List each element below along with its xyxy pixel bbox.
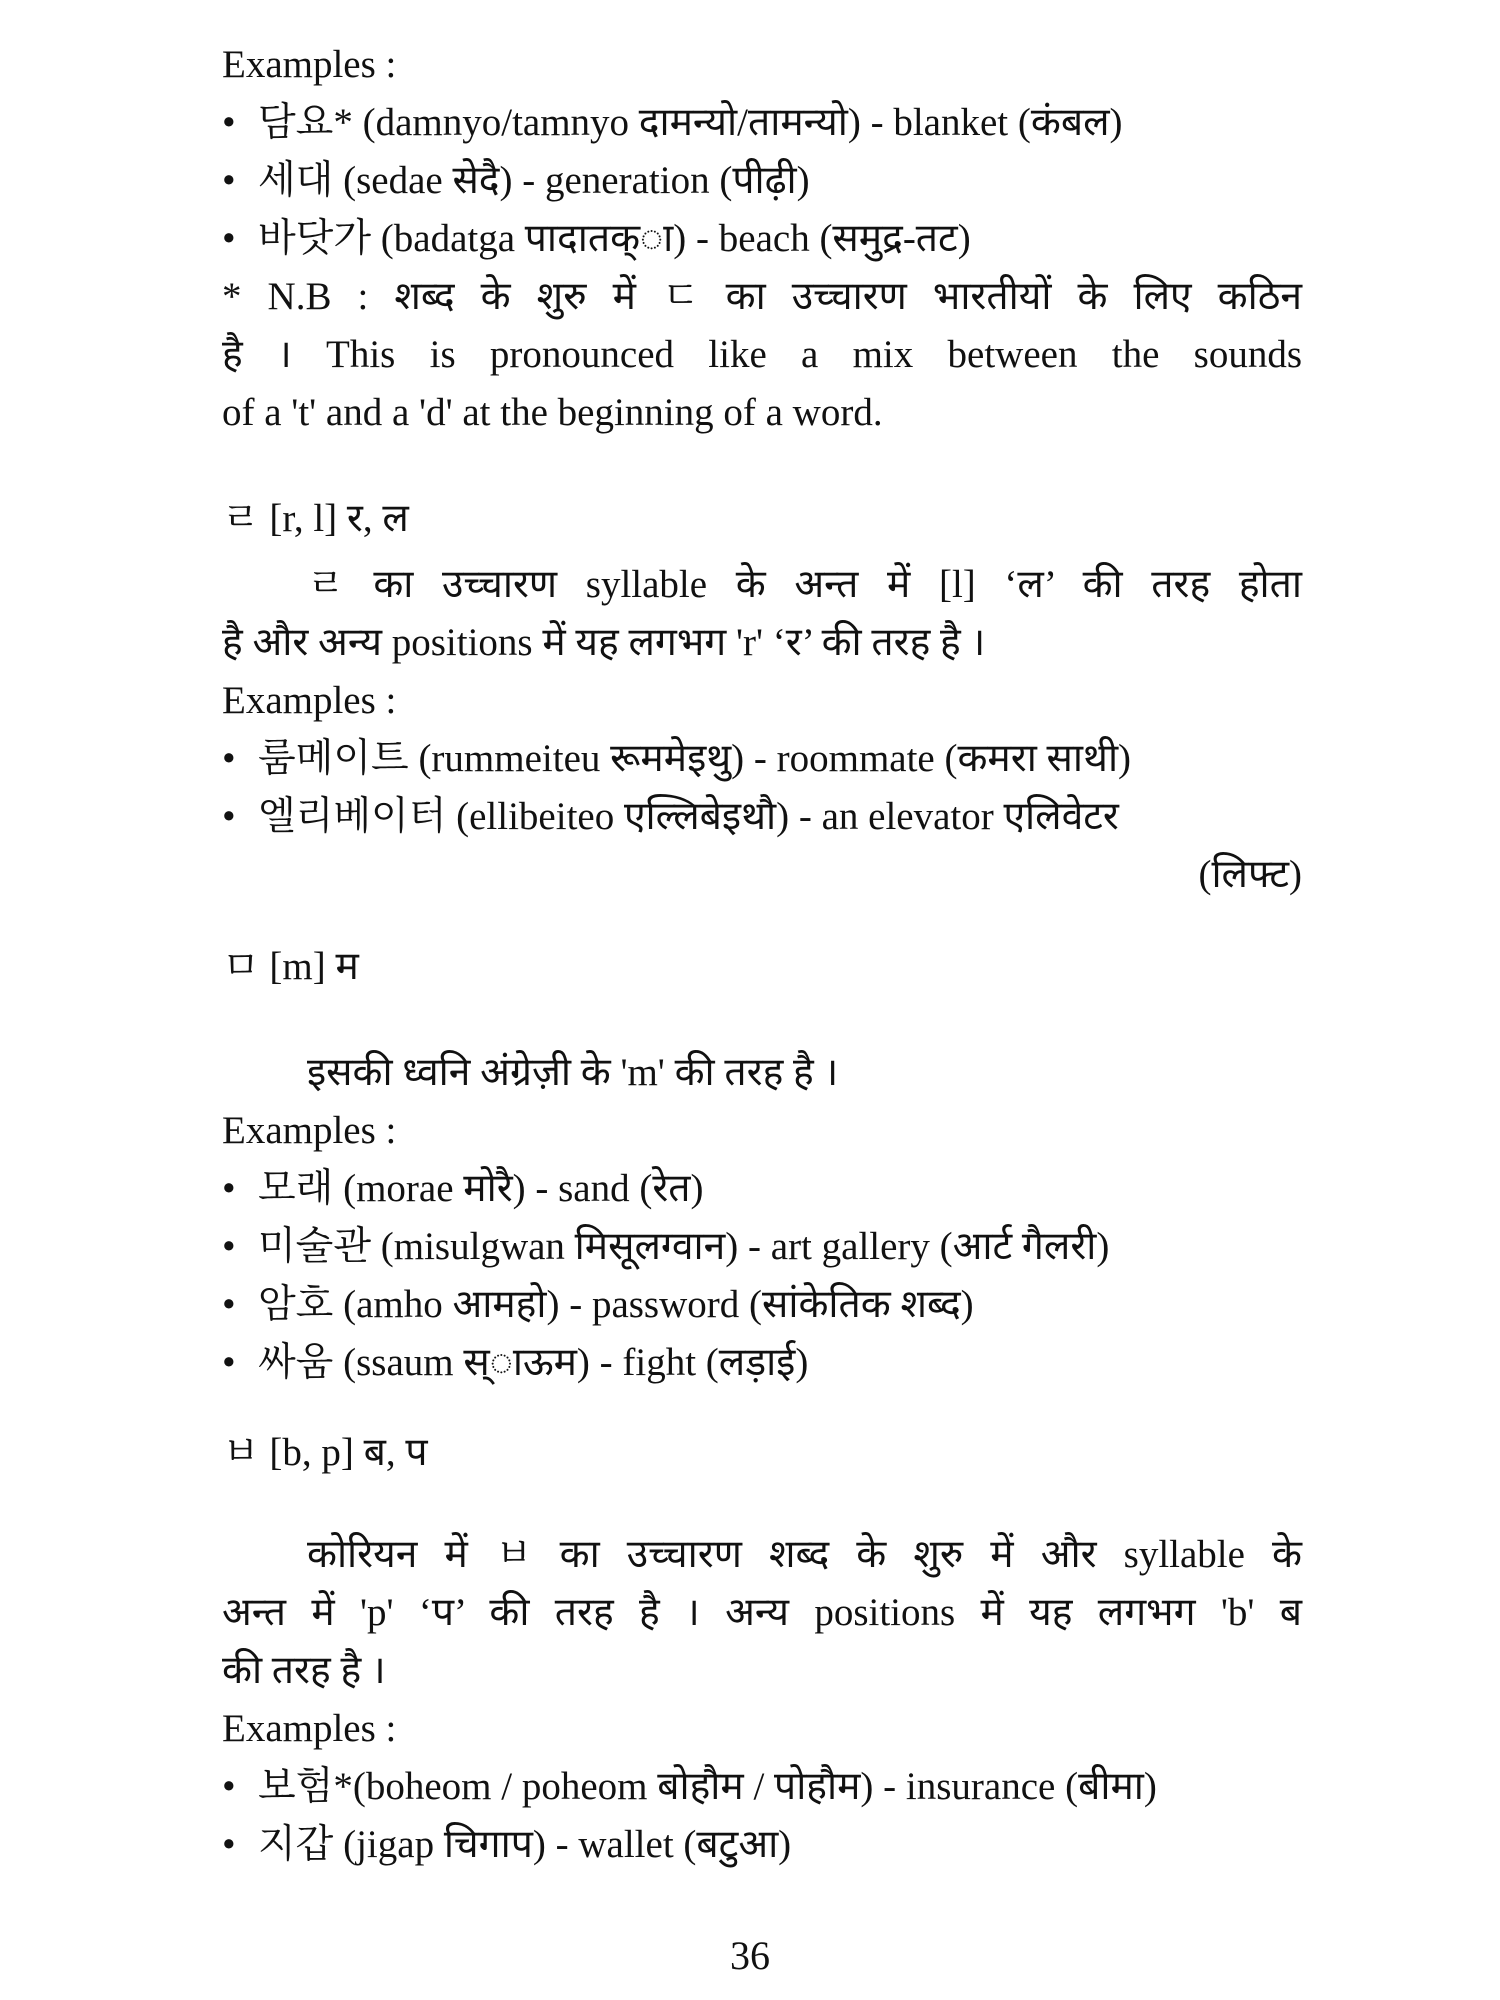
bullet: • bbox=[222, 159, 236, 202]
section-m bbox=[222, 938, 1302, 1392]
examples-heading: Examples : bbox=[222, 1707, 397, 1750]
description-line: अन्त में 'p' ‘प’ की तरह है । अन्य positions में यह लगभग 'b' ब bbox=[222, 1591, 1302, 1634]
examples-heading: Examples : bbox=[222, 43, 397, 86]
bullet: • bbox=[222, 737, 236, 780]
page-number: 36 bbox=[730, 1933, 770, 1978]
bullet: • bbox=[222, 1823, 236, 1866]
example-item: • 바닷가 (badatga पादातक्ा) - beach (समुद्र-तट) bbox=[222, 210, 1302, 268]
description-line: की तरह है । bbox=[222, 1649, 386, 1692]
bullet: • bbox=[222, 101, 236, 144]
section-heading: ㄹ [r, l] र, ल bbox=[222, 497, 409, 540]
note-line: of a 't' and a 'd' at the beginning of a word. bbox=[222, 391, 883, 434]
bullet: • bbox=[222, 1765, 236, 1808]
example-item: • 룸메이트 (rummeiteu रूममेइथु) - roommate (कमरा साथी) bbox=[222, 730, 1302, 788]
example-item: • 모래 (morae मोरै) - sand (रेत) bbox=[222, 1160, 1302, 1218]
section-heading: ㅁ [m] म bbox=[222, 945, 359, 988]
example-item: • 세대 (sedae सेदै) - generation (पीढ़ी) bbox=[222, 152, 1302, 210]
section-heading: ㅂ [b, p] ब, प bbox=[222, 1431, 428, 1474]
examples-heading: Examples : bbox=[222, 679, 397, 722]
section-b bbox=[222, 1424, 1302, 1874]
section-d-continued bbox=[222, 36, 1302, 442]
description-line: इसकी ध्वनि अंग्रेज़ी के 'm' की तरह है । bbox=[307, 1051, 839, 1094]
bullet: • bbox=[222, 1167, 236, 1210]
example-item: • 미술관 (misulgwan मिसूलग्वान) - art gallery (आर्ट गैलरी) bbox=[222, 1218, 1302, 1276]
bullet: • bbox=[222, 217, 236, 260]
section-r bbox=[222, 490, 1302, 904]
example-item: • 엘리베이터 (ellibeiteo एल्लिबेइथौ) - an elevator एलिवेटर bbox=[222, 788, 1302, 846]
example-item: • 담요* (damnyo/tamnyo दामन्यो/तामन्यो) - blanket (कंबल) bbox=[222, 94, 1302, 152]
example-item: • 지갑 (jigap चिगाप) - wallet (बटुआ) bbox=[222, 1816, 1302, 1874]
examples-heading: Examples : bbox=[222, 1109, 397, 1152]
bullet: • bbox=[222, 1225, 236, 1268]
description-line: है और अन्य positions में यह लगभग 'r' ‘र’ की तरह है । bbox=[222, 621, 986, 664]
example-item: • 암호 (amho आमहो) - password (सांकेतिक शब्द) bbox=[222, 1276, 1302, 1334]
description-line: ㄹ का उच्चारण syllable के अन्त में [l] ‘ल’ की तरह होता bbox=[307, 563, 1302, 606]
example-continuation: (लिफ्ट) bbox=[1198, 853, 1302, 896]
note-line: * N.B : शब्द के शुरु में ㄷ का उच्चारण भारतीयों के लिए कठिन bbox=[222, 275, 1302, 318]
example-item: • 싸움 (ssaum स्ाऊम) - fight (लड़ाई) bbox=[222, 1334, 1302, 1392]
example-item: • 보험*(boheom / poheom बोहौम / पोहौम) - insurance (बीमा) bbox=[222, 1758, 1302, 1816]
bullet: • bbox=[222, 795, 236, 838]
bullet: • bbox=[222, 1283, 236, 1326]
bullet: • bbox=[222, 1341, 236, 1384]
description-line: कोरियन में ㅂ का उच्चारण शब्द के शुरु में और syllable के bbox=[307, 1533, 1302, 1576]
note-line: है । This is pronounced like a mix between the sounds bbox=[222, 333, 1302, 376]
